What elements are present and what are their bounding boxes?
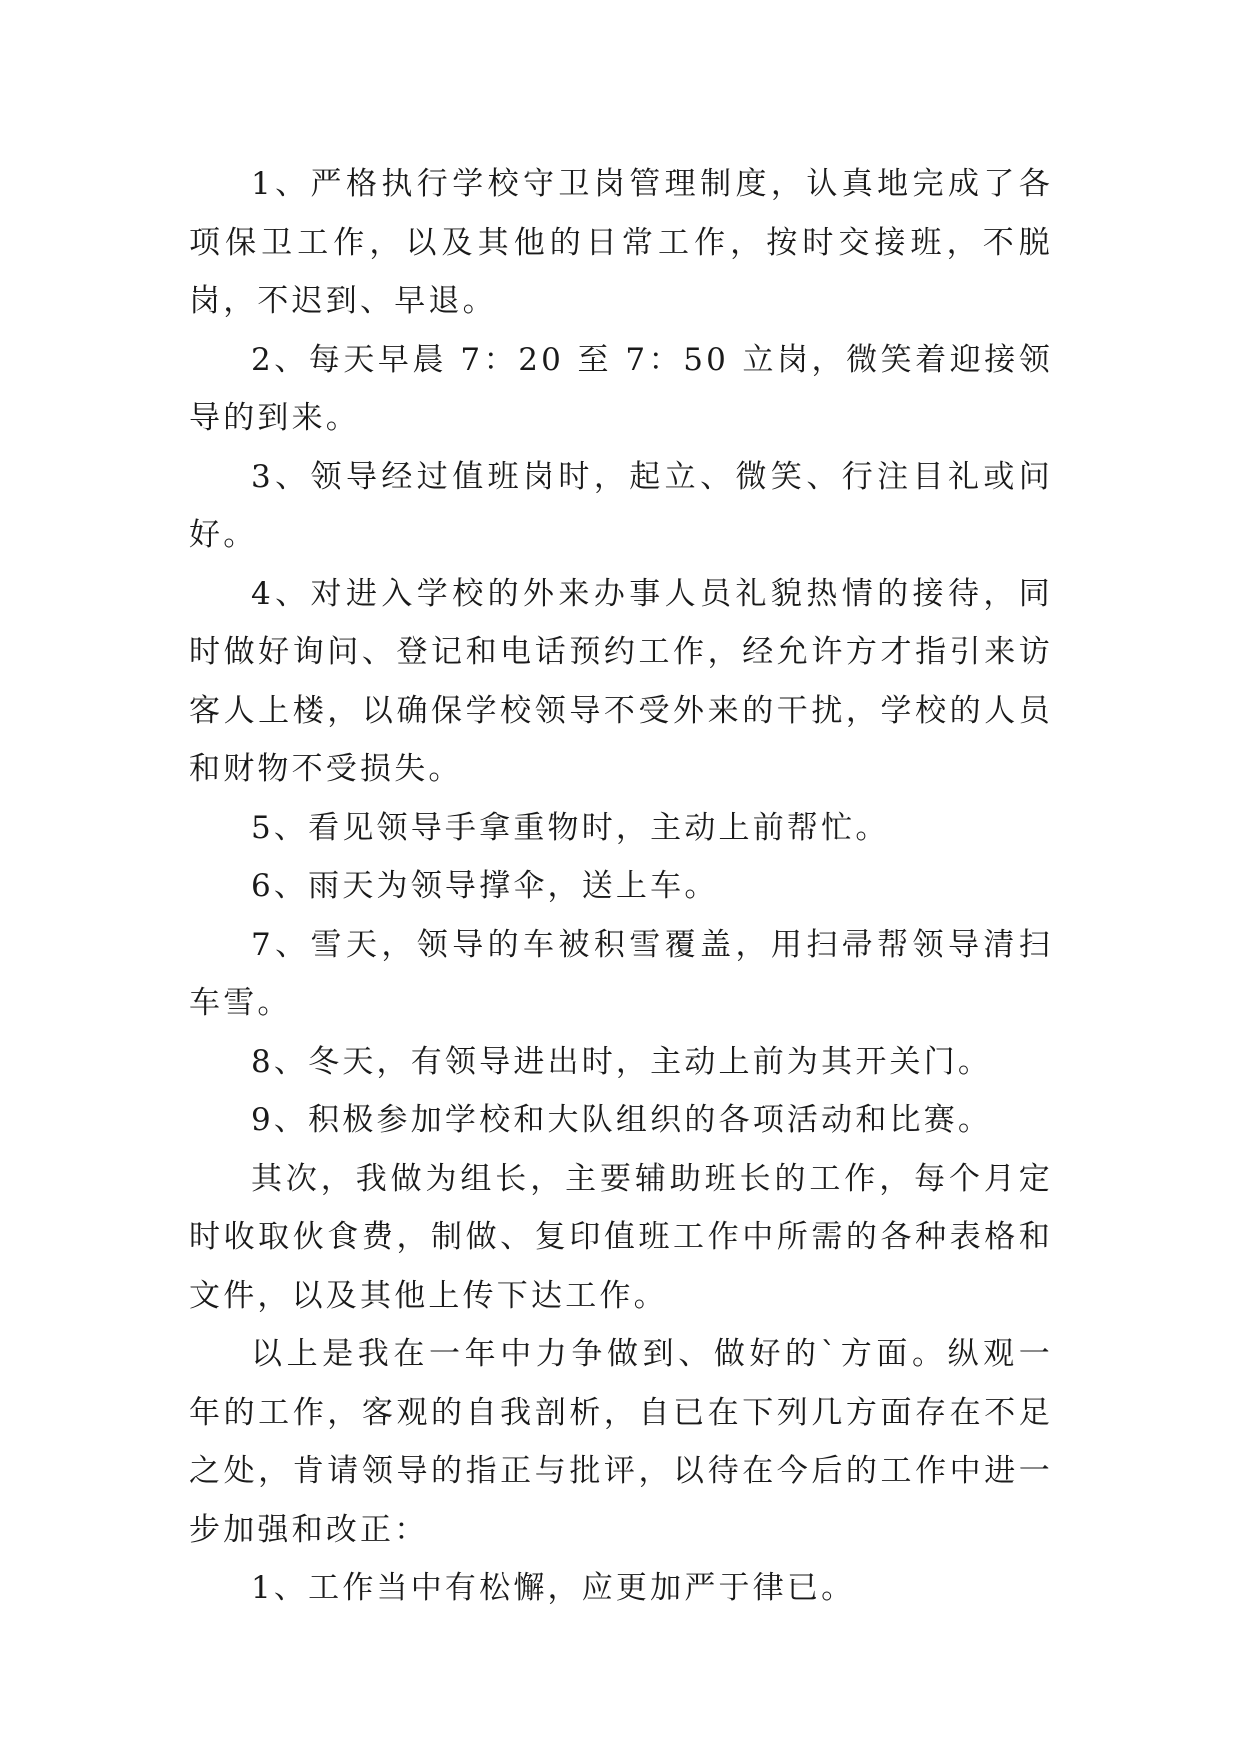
paragraph-item-9: 9、积极参加学校和大队组织的各项活动和比赛。 bbox=[251, 1102, 993, 1138]
paragraph-item-8: 8、冬天，有领导进出时，主动上前为其开关门。 bbox=[251, 1043, 993, 1080]
paragraph-item-7: 7、雪天，领导的车被积雪覆盖，用扫帚帮领导清扫车雪。 bbox=[189, 926, 1053, 1021]
document-body bbox=[189, 155, 1053, 1618]
paragraph-shortcoming-1: 1、工作当中有松懈，应更加严于律已。 bbox=[251, 1570, 856, 1606]
paragraph-item-6: 6、雨天为领导撑伞，送上车。 bbox=[251, 868, 719, 904]
paragraph-item-3: 3、领导经过值班岗时，起立、微笑、行注目礼或问好。 bbox=[189, 458, 1053, 553]
paragraph-secondly: 其次，我做为组长，主要辅助班长的工作，每个月定时收取伙食费，制做、复印值班工作中所需的各种表格和文件，以及其他上传下达工作。 bbox=[189, 1160, 1053, 1314]
paragraph-item-5: 5、看见领导手拿重物时，主动上前帮忙。 bbox=[251, 809, 890, 846]
paragraph-item-2: 2、每天早晨 7：20 至 7：50 立岗，微笑着迎接领导的到来。 bbox=[189, 341, 1053, 436]
paragraph-item-1: 1、严格执行学校守卫岗管理制度，认真地完成了各项保卫工作，以及其他的日常工作，按时交接班，不脱岗，不迟到、早退。 bbox=[189, 166, 1053, 319]
paragraph-item-4: 4、对进入学校的外来办事人员礼貌热情的接待，同时做好询问、登记和电话预约工作，经允许方才指引来访客人上楼，以确保学校领导不受外来的干扰，学校的人员和财物不受损失。 bbox=[189, 575, 1053, 787]
paragraph-summary: 以上是我在一年中力争做到、做好的`方面。纵观一年的工作，客观的自我剖析，自已在下列几方面存在不足之处，肯请领导的指正与批评，以待在今后的工作中进一步加强和改正： bbox=[189, 1336, 1053, 1548]
